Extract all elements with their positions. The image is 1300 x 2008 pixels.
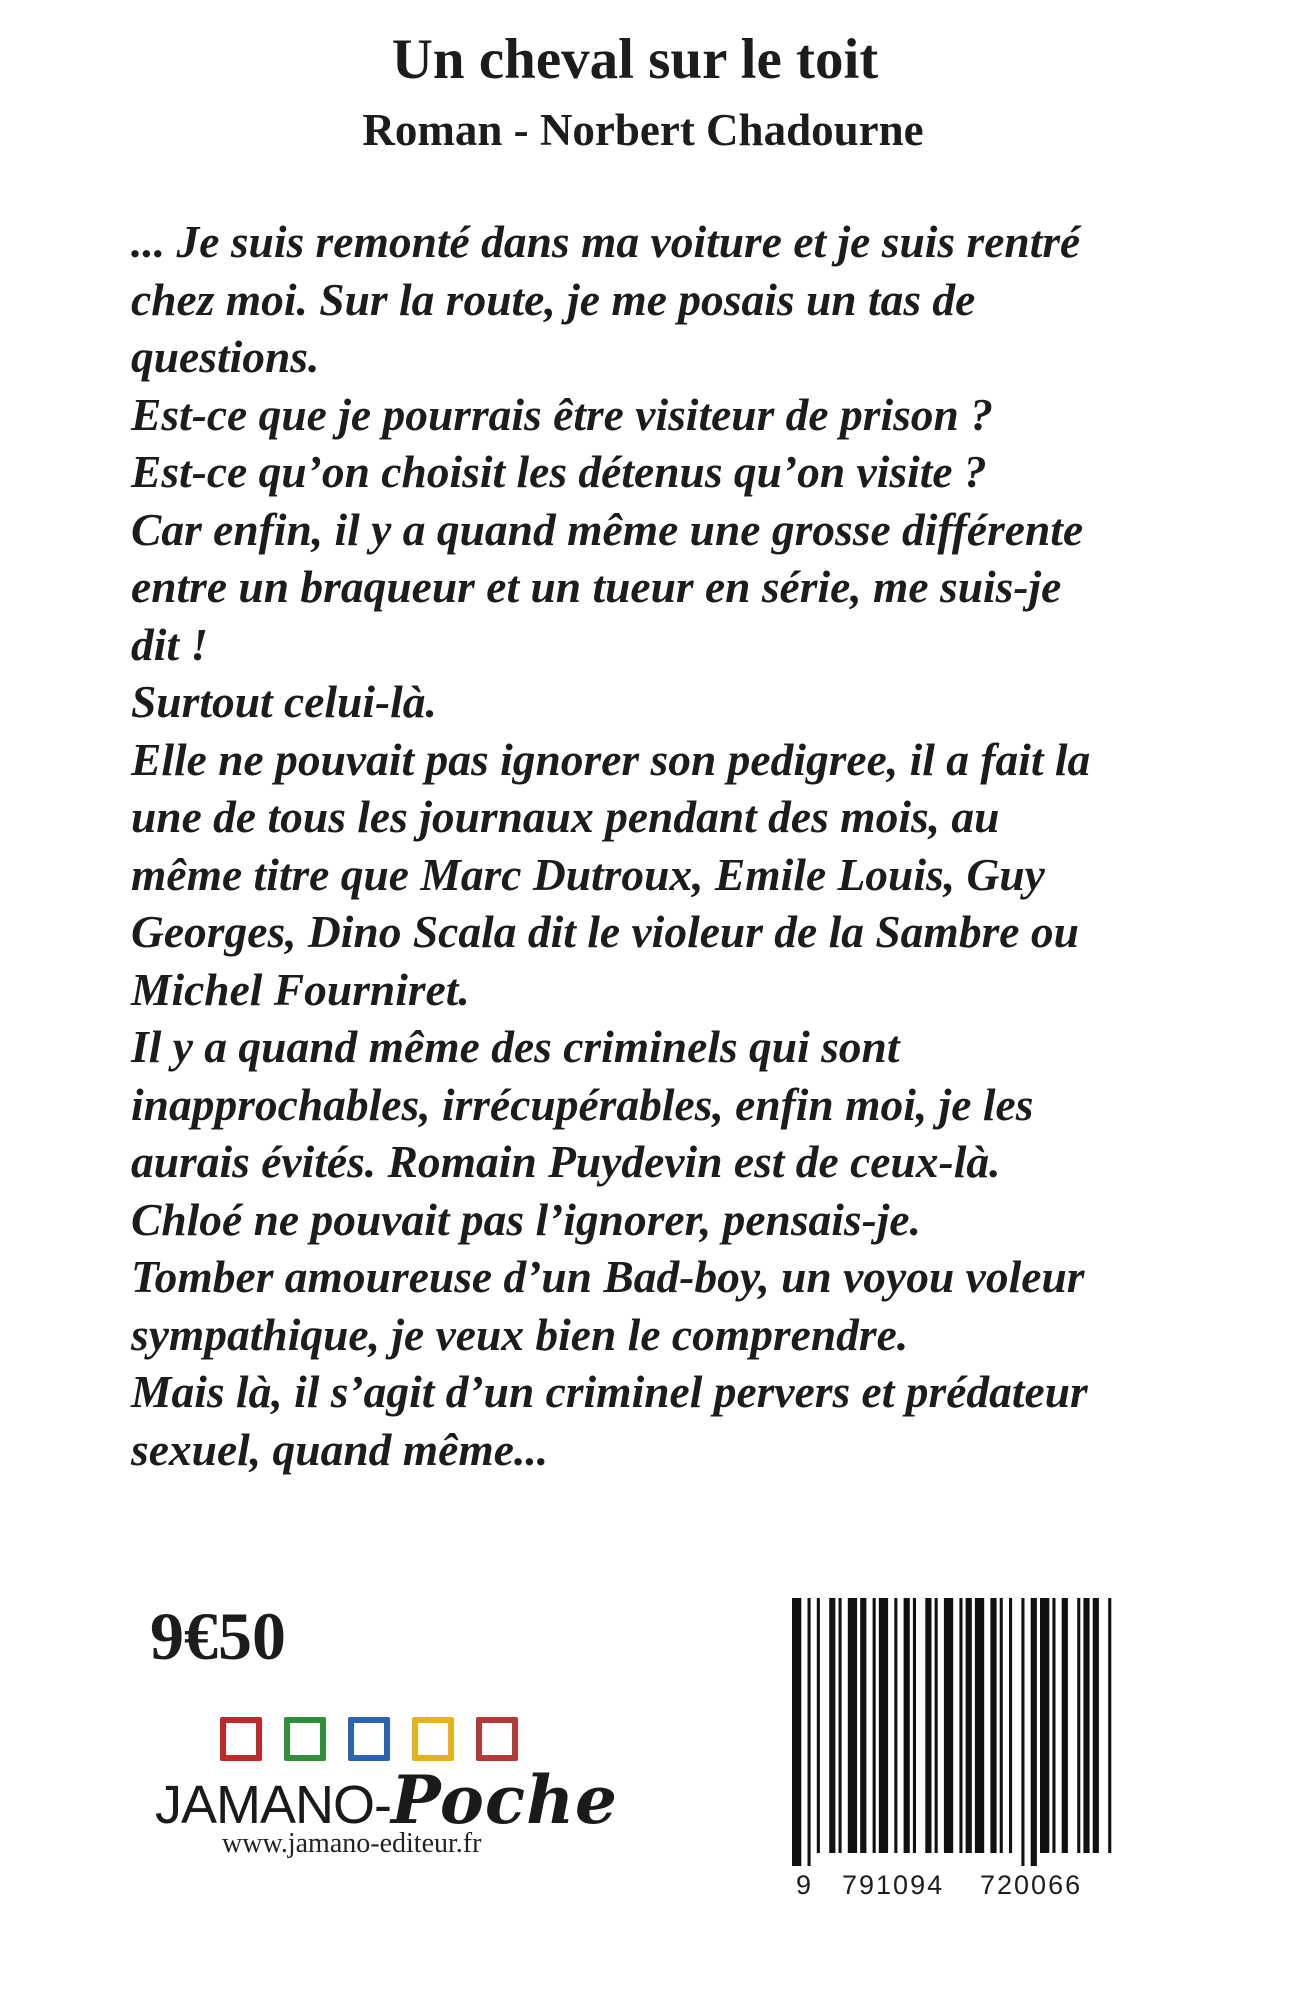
barcode-bar	[1021, 1598, 1024, 1866]
barcode-bar	[990, 1598, 996, 1853]
price: 9€50	[150, 1598, 286, 1674]
barcode-bar	[904, 1598, 910, 1853]
photo-frame-icon	[348, 1717, 390, 1761]
blurb-line: sympathique, je veux bien le comprendre.	[131, 1308, 909, 1360]
barcode-bar	[1093, 1598, 1099, 1853]
barcode-bar	[1031, 1598, 1037, 1866]
blurb-line: Michel Fourniret.	[131, 963, 470, 1015]
blurb-line: Est-ce qu’on choisit les détenus qu’on visite ?	[131, 446, 987, 497]
photo-frame-icon	[220, 1717, 262, 1761]
barcode-bar	[848, 1598, 857, 1853]
barcode-bar	[839, 1598, 842, 1853]
blurb-text	[131, 213, 1201, 1478]
barcode-bar	[1052, 1598, 1055, 1853]
blurb-line: entre un braqueur et un tueur en série, me suis-je	[131, 561, 1062, 612]
book-subtitle: Roman - Norbert Chadourne	[362, 105, 924, 155]
barcode-bar	[792, 1598, 801, 1866]
barcode-bars	[780, 1598, 1130, 1868]
barcode-bar	[1040, 1598, 1049, 1853]
barcode-bar	[959, 1598, 962, 1853]
barcode-bar	[966, 1598, 972, 1853]
barcode-bar	[1083, 1598, 1089, 1853]
blurb-line: Tomber amoureuse d’un Bad-boy, un voyou voleur	[131, 1251, 1085, 1302]
barcode-bar	[1077, 1598, 1080, 1853]
blurb-line: Chloé ne pouvait pas l’ignorer, pensais-je.	[131, 1193, 921, 1245]
publisher-name-prefix: JAMANO-	[155, 1775, 391, 1835]
book-title: Un cheval sur le toit	[391, 28, 879, 91]
blurb-line: inapprochables, irrécupérables, enfin moi, je les	[131, 1078, 1034, 1130]
blurb-line: aurais évités. Romain Puydevin est de ceux-là.	[131, 1136, 1001, 1187]
blurb-line: Est-ce que je pourrais être visiteur de prison ?	[131, 388, 993, 440]
blurb-line: Il y a quand même des criminels qui sont	[131, 1021, 900, 1072]
blurb-line: Mais là, il s’agit d’un criminel pervers et prédateur	[131, 1366, 1088, 1417]
barcode-bar	[944, 1598, 953, 1853]
barcode-digit-first: 9	[796, 1870, 814, 1900]
blurb-line: même titre que Marc Dutroux, Emile Louis, Guy	[131, 848, 1045, 900]
barcode-bar	[873, 1598, 876, 1853]
barcode-bar	[1062, 1598, 1068, 1853]
blurb-line: Car enfin, il y a quand même une grosse différente	[131, 503, 1084, 555]
blurb-line: une de tous les journaux pendant des mois, au	[131, 791, 1000, 842]
barcode-digits-left: 791094	[842, 1870, 945, 1900]
barcode-bar	[829, 1598, 835, 1853]
barcode-bar	[913, 1598, 916, 1853]
barcode-bar	[894, 1598, 897, 1853]
barcode-bar	[817, 1598, 820, 1853]
barcode	[780, 1598, 1130, 1908]
barcode-bar	[879, 1598, 888, 1853]
blurb-line: Elle ne pouvait pas ignorer son pedigree, il a fait la	[131, 733, 1091, 785]
barcode-bar	[975, 1598, 984, 1853]
blurb-line: questions.	[131, 331, 320, 382]
barcode-bar	[1000, 1598, 1003, 1853]
photo-frame-icon	[476, 1717, 518, 1761]
publisher-website: www.jamano-editeur.fr	[222, 1828, 482, 1859]
blurb-line: dit !	[131, 618, 209, 670]
photo-frame-icon	[412, 1717, 454, 1761]
barcode-bar	[935, 1598, 938, 1853]
blurb-line: Surtout celui-là.	[131, 676, 437, 727]
barcode-digits-right: 720066	[980, 1870, 1083, 1900]
photo-frame-icon	[284, 1717, 326, 1761]
barcode-digits	[780, 1870, 1130, 1900]
barcode-bar	[1108, 1598, 1111, 1853]
barcode-bar	[808, 1598, 811, 1866]
blurb-line: chez moi. Sur la route, je me posais un tas de	[131, 273, 976, 325]
blurb-line: Georges, Dino Scala dit le violeur de la Sambre ou	[131, 906, 1079, 957]
blurb-line: sexuel, quand même...	[131, 1423, 549, 1475]
barcode-bar	[925, 1598, 931, 1853]
publisher-logo	[150, 1705, 619, 1839]
barcode-bar	[860, 1598, 866, 1853]
blurb-line: ... Je suis remonté dans ma voiture et je suis rentré	[131, 216, 1081, 267]
publisher-name-suffix: Poche	[391, 1761, 619, 1839]
barcode-bar	[1009, 1598, 1012, 1853]
